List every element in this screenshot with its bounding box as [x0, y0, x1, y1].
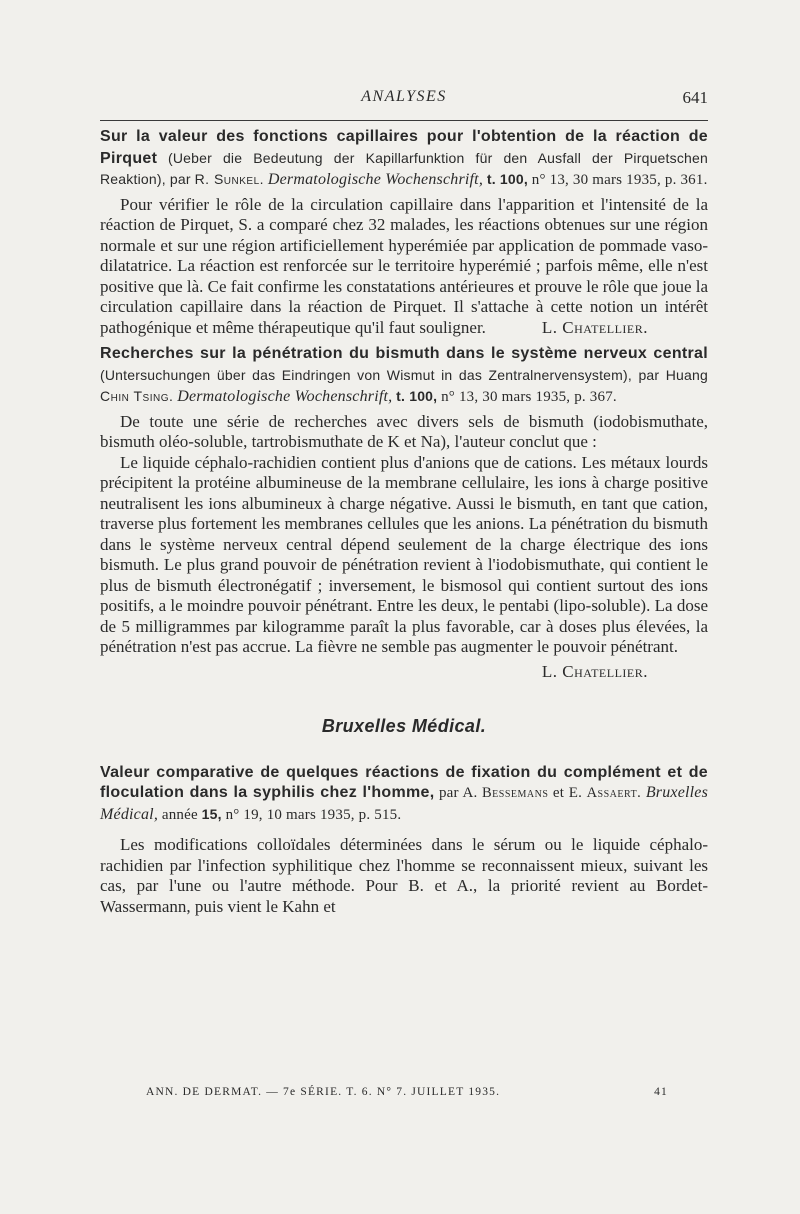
article-1-journal: Dermatologische Wochenschrift, [267, 171, 484, 188]
running-head-title: ANALYSES [361, 88, 447, 105]
article-3-journal: Bruxelles Médical, [100, 784, 709, 823]
page-body [100, 127, 708, 917]
article-3-volume: 15, [201, 805, 222, 822]
article-2-author: Chin Tsing. [100, 388, 174, 404]
running-head [100, 88, 708, 114]
article-3-by: par A. [438, 785, 478, 801]
article-2-journal: Dermatologische Wochenschrift, [177, 388, 393, 405]
article-1-volume: t. 100, [486, 171, 528, 187]
article-3-author-1: Bessemans [482, 785, 549, 801]
article-2 [100, 344, 708, 682]
article-2-original-title: (Untersuchungen über das Eindringen von Wismut in das Zentralnervensystem), par Huang [100, 366, 708, 383]
article-3-year: année [161, 806, 198, 823]
article-2-volume: t. 100, [396, 388, 438, 404]
article-3-paragraph: Les modifications colloïdales déterminées dans le sérum ou le liquide céphalo-rachidien par l'infection syphilitique chez l'homme se reconnaissent mieux, suivant les cas, par l'une ou l'autre méthode. Pour B. et A., la priorité revient au Bordet-Wassermann, puis vient le Kahn et [100, 835, 708, 916]
footer-citation: ANN. DE DERMAT. — 7e SÉRIE. T. 6. N° 7. JUILLET 1935. [146, 1086, 501, 1098]
article-2-paragraph-2: Le liquide céphalo-rachidien contient plus d'anions que de cations. Les métaux lourds précipitent la protéine albumineuse de la membrane cellulaire, les ions à charge positive neutralisent les ions albumineux à charge négative. Aussi le bismuth, en tant que cation, traverse plus fortement les membranes cellules que les anions. La pénétration du bismuth dans le système nerveux central dépend seulement de la charge électrique des ions bismuth. Le plus grand pouvoir de pénétration revient à l'iodobismuthate, qui contient le plus de bismuth électronégatif ; inversement, le bismosol qui contient surtout des ions positifs, a le moindre pouvoir pénétrant. Entre les deux, le pentabi (lipo-soluble). La dose de 5 milligrammes par kilogramme paraît la plus favorable, car à doses plus élevées, la pénétration n'est pas accrue. La fièvre ne semble pas augmenter le pouvoir pénétrant. [100, 452, 708, 656]
article-3-reference [100, 763, 708, 826]
article-1-signature: L. Chatellier. [541, 317, 648, 337]
article-1-title: Sur la valeur des fonctions capillaires pour l'obtention de la réaction de Pirquet [100, 128, 708, 167]
article-3-title: Valeur comparative de quelques réactions de fixation du complément et de floculation dans la syphilis chez l'homme, [100, 763, 708, 801]
article-1-paragraph: Pour vérifier le rôle de la circulation capillaire dans l'apparition et l'intensité de la réaction de Pirquet, S. a comparé chez 32 malades, les réactions obtenues sur une région normale et sur une région artificiellement hyperémiée par application de pommade vaso-dilatatrice. La réaction est renforcée sur le territoire hyperémié ; parfois même, elle n'est positive que là. Ce fait confirme les constatations antérieures et prouve le rôle que joue la circulation capillaire dans la réaction de Pirquet. Il s'attache à cette notion un intérêt pathogénique et même thérapeutique qu'il faut souligner. [100, 194, 709, 337]
article-3-details: n° 19, 10 mars 1935, p. 515. [225, 806, 402, 823]
page-footer [100, 1086, 708, 1108]
article-1-author: R. Sunkel. [194, 171, 265, 187]
article-3-author-2: Assaert. [586, 785, 642, 801]
article-2-title: Recherches sur la pénétration du bismuth dans le système nerveux central [100, 345, 708, 362]
article-2-signature: L. Chatellier. [541, 661, 648, 681]
article-3 [100, 763, 708, 918]
article-2-signature-line [100, 662, 708, 683]
section-heading: Bruxelles Médical. [321, 716, 487, 736]
article-1-reference [100, 127, 708, 191]
article-2-paragraph-1: De toute une série de recherches avec divers sels de bismuth (iodobismuthate, bismuth oléo-soluble, tartrobismuthate de K et Na), l'auteur conclut que : [100, 411, 708, 451]
article-1-details: n° 13, 30 mars 1935, p. 361. [531, 172, 708, 188]
page-number: 641 [682, 88, 708, 107]
header-rule [100, 120, 708, 121]
article-1-original-title: (Ueber die Bedeutung der Kapillarfunktion für den Ausfall der Pirquetschen Reaktion), par [100, 149, 708, 187]
article-3-and: et E. [552, 785, 583, 801]
footer-signature-number: 41 [654, 1086, 668, 1098]
article-2-reference [100, 344, 708, 408]
article-2-details: n° 13, 30 mars 1935, p. 367. [441, 389, 617, 405]
article-1 [100, 127, 708, 338]
